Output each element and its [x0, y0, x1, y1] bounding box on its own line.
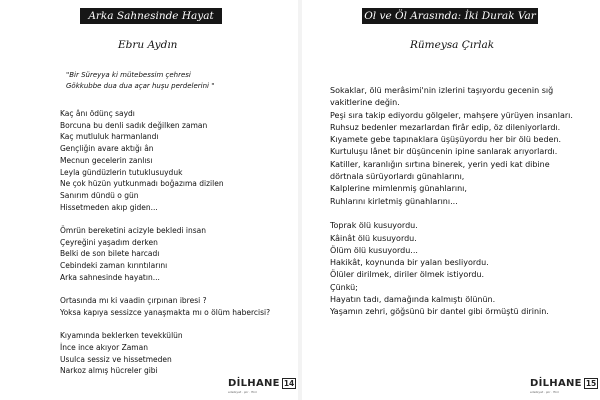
poem-line: Kıyamında beklerken tevekkülün	[60, 331, 183, 341]
poem-line: Hayatın tadı, damağında kalmıştı ölünün.	[330, 295, 496, 305]
right-page-header: Ol ve Öl Arasında: İki Durak Var	[362, 8, 538, 24]
poem-line: Ruhlarını kirletmiş günahlarını...	[330, 196, 458, 206]
right-page	[302, 0, 600, 400]
poem-line: Borcuna bu denli sadık değilken zaman	[60, 120, 208, 130]
logo-subtitle: edebiyat · şiir · fikir	[530, 390, 560, 394]
poem-line: Sanırım dündü o gün	[60, 190, 139, 200]
poem-line: Arka sahnesinde hayatın...	[60, 272, 160, 282]
left-page-author: Ebru Aydın	[118, 39, 178, 51]
left-page	[0, 0, 298, 400]
stanza-gap	[60, 213, 270, 225]
epigraph-line: Gökkubbe dua dua açar huşu perdelerini "	[66, 82, 215, 90]
page-number: 15	[585, 379, 597, 388]
poem-line: Ortasında mı ki vaadin çırpınan ibresi ?	[60, 296, 207, 306]
poem-line: vakitlerine değin.	[330, 98, 400, 108]
logo-text: DİLHANE	[530, 378, 582, 389]
poem-line: Katiller, karanlığın sırtına binerek, yerin yedi kat dibine	[330, 159, 550, 169]
poem-line: Ne çok hüzün yutkunmadı boğazıma dizilen	[60, 179, 224, 189]
poem-line: Ölüler dirilmek, diriler ölmek istiyordu.	[330, 270, 485, 280]
epigraph	[66, 70, 214, 92]
poem-line: Kâinât ölü kusuyordu.	[330, 233, 417, 243]
poem-line: Çünkü;	[330, 282, 358, 292]
epigraph-line: "Bir Süreyya ki mütebessim çehresi	[66, 71, 191, 79]
right-poem	[330, 85, 573, 319]
publisher-logo	[228, 378, 296, 394]
poem-line: Usulca sessiz ve hissetmeden	[60, 354, 172, 364]
right-page-author: Rümeysa Çırlak	[410, 39, 495, 51]
poem-line: Cebindeki zaman kırıntılarını	[60, 261, 168, 271]
poem-line: Belki de son bilete harcadı	[60, 249, 160, 259]
stanza-gap	[60, 284, 270, 296]
logo-text: DİLHANE	[228, 378, 280, 389]
poem-line: Toprak ölü kusuyordu.	[330, 221, 418, 231]
stanza-gap	[330, 208, 573, 220]
poem-line: Narkoz almış hücreler gibi	[60, 366, 158, 376]
poem-line: Peşi sıra takip ediyordu gölgeler, mahşere yürüyen insanları.	[330, 110, 573, 120]
poem-line: Leyla gündüzlerin tutuklusuyduk	[60, 167, 183, 177]
poem-line: Kıyamete gebe tapınaklara üşüşüyordu her bir ölü beden.	[330, 135, 562, 145]
poem-line: Kurtuluşu lânet bir düşüncenin ipine sanlarak arıyorlardı.	[330, 147, 558, 157]
poem-line: Ruhsuz bedenler mezarlardan firâr edip, öz dileniyorlardı.	[330, 122, 561, 132]
poem-line: Mecnun gecelerin zanlısı	[60, 155, 153, 165]
poem-line: Kaç mutluluk harmanlandı	[60, 132, 159, 142]
poem-line: dörtnala sürüyorlardı günahlarını,	[330, 172, 465, 182]
stanza-gap	[60, 319, 270, 331]
poem-line: İnce ince akıyor Zaman	[60, 343, 148, 353]
poem-line: Hakikât, koynunda bir yalan besliyordu.	[330, 258, 489, 268]
poem-line: Gençliğin avare aktığı ân	[60, 144, 154, 154]
poem-line: Çeyreğini yaşadım derken	[60, 237, 158, 247]
poem-line: Kaç ânı ödünç saydı	[60, 109, 135, 118]
page-number: 14	[283, 379, 295, 388]
publisher-logo	[530, 378, 598, 394]
left-poem	[60, 108, 270, 377]
logo-subtitle: edebiyat · şiir · fikir	[228, 390, 258, 394]
poem-line: Yoksa kapıya sessizce yanaşmakta mı o ölüm habercisi?	[60, 307, 271, 317]
poem-line: Kalplerine mimlenmiş günahlarını,	[330, 184, 467, 194]
left-page-header: Arka Sahnesinde Hayat	[80, 8, 222, 24]
poem-line: Ömrün bereketini acizyle bekledi insan	[60, 226, 207, 236]
poem-line: Hissetmeden akıp giden...	[60, 202, 158, 212]
poem-line: Ölüm ölü kusuyordu...	[330, 245, 418, 255]
poem-line: Sokaklar, ölü merâsimi'nin izlerini taşıyordu gecenin sığ	[330, 86, 554, 95]
poem-line: Yaşamın zehri, göğsünü bir dantel gibi örmüştü dirinin.	[330, 307, 549, 317]
